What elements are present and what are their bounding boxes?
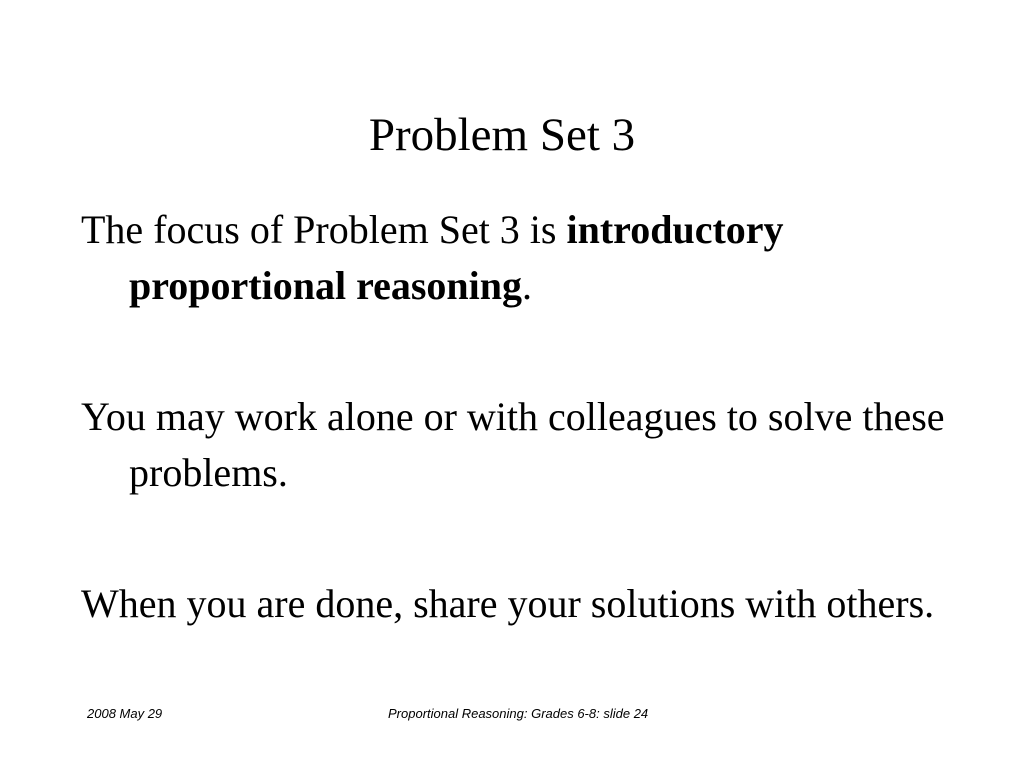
- footer-date: 2008 May 29: [87, 706, 163, 721]
- paragraph-work: You may work alone or with colleagues to solve these problems.: [81, 394, 945, 495]
- footer-caption: Proportional Reasoning: Grades 6-8: slide 24: [388, 706, 649, 721]
- slide-body: [81, 202, 961, 632]
- paragraph-focus-bold: introductory proportional reasoning: [129, 207, 784, 308]
- slide-title: Problem Set 3: [368, 109, 636, 161]
- paragraph-share: When you are done, share your solutions with others.: [81, 581, 935, 626]
- paragraph-focus-text: The focus of Problem Set 3 is: [81, 207, 567, 252]
- paragraph-focus-end: .: [522, 263, 533, 308]
- paragraph-focus: [81, 202, 961, 314]
